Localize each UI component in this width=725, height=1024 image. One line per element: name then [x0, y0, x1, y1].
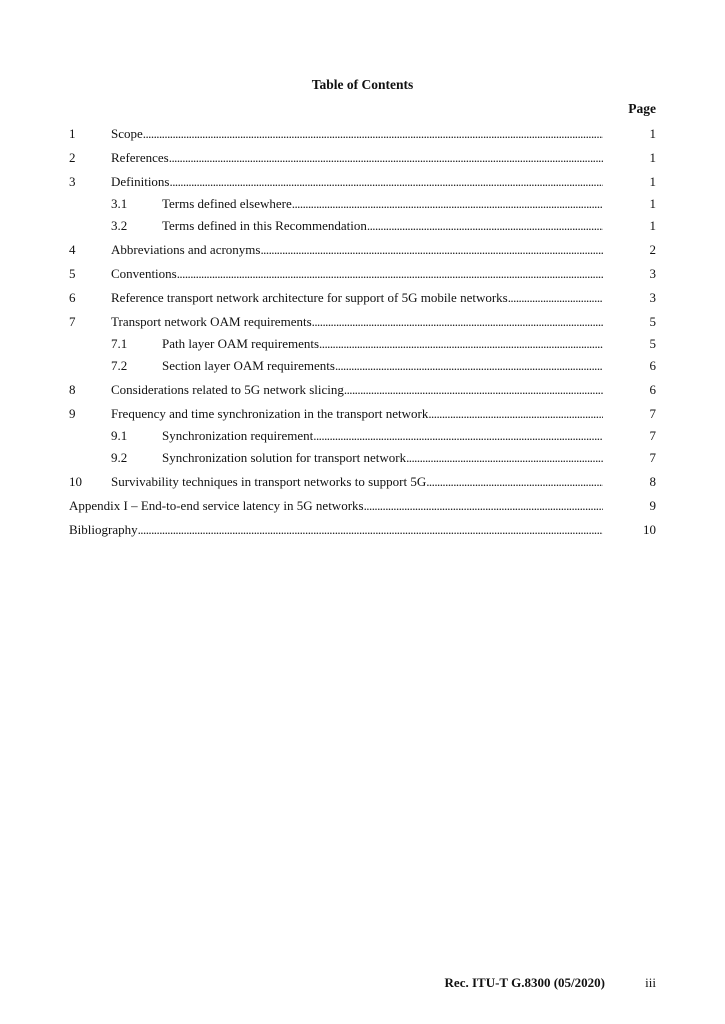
toc-entry-title[interactable]: Frequency and time synchronization in the transport network — [111, 406, 429, 421]
toc-entry-9-1-sync-requirement[interactable] — [0, 428, 725, 446]
toc-entry-number: 3.2 — [111, 218, 128, 233]
toc-entry-title[interactable]: Synchronization solution for transport network — [162, 450, 407, 465]
toc-entry-title[interactable]: References — [111, 150, 169, 165]
toc-entry-title[interactable]: Path layer OAM requirements — [162, 336, 320, 351]
toc-entry-title[interactable]: Definitions — [111, 174, 170, 189]
toc-entry-page: 5 — [649, 336, 656, 351]
toc-entry-page: 1 — [649, 196, 656, 211]
toc-entry-title[interactable]: Abbreviations and acronyms — [111, 242, 261, 257]
toc-entry-title[interactable]: Reference transport network architecture for support of 5G mobile networks — [111, 290, 508, 305]
toc-entry-number: 9.2 — [111, 450, 128, 465]
toc-entry-10-survivability[interactable] — [0, 474, 725, 492]
toc-entry-3-1-terms-elsewhere[interactable] — [0, 196, 725, 214]
toc-entry-page: 1 — [649, 126, 656, 141]
toc-entry-appendix-i[interactable] — [0, 498, 725, 516]
toc-entry-7-1-path-layer[interactable] — [0, 336, 725, 354]
footer-reference: Rec. ITU-T G.8300 (05/2020) — [444, 975, 605, 990]
toc-entry-7-2-section-layer[interactable] — [0, 358, 725, 376]
toc-entry-title[interactable]: Conventions — [111, 266, 177, 281]
toc-entry-number: 3 — [69, 174, 76, 189]
toc-entry-number: 7 — [69, 314, 76, 329]
toc-entry-title[interactable]: Survivability techniques in transport networks to support 5G — [111, 474, 427, 489]
toc-entry-1-scope[interactable] — [0, 126, 725, 144]
toc-entry-5-conventions[interactable] — [0, 266, 725, 284]
toc-entry-2-references[interactable] — [0, 150, 725, 168]
toc-entry-3-2-terms-recommendation[interactable] — [0, 218, 725, 236]
toc-entry-number: 7.2 — [111, 358, 128, 373]
toc-entry-page: 8 — [649, 474, 656, 489]
toc-entry-title[interactable]: Scope — [111, 126, 143, 141]
footer-page-number: iii — [645, 975, 656, 990]
toc-entry-page: 9 — [649, 498, 656, 513]
toc-entry-page: 2 — [649, 242, 656, 257]
toc-entry-number: 5 — [69, 266, 76, 281]
toc-entry-number: 7.1 — [111, 336, 128, 351]
toc-entry-page: 5 — [649, 314, 656, 329]
toc-entry-page: 7 — [649, 428, 656, 443]
toc-entry-page: 10 — [643, 522, 656, 537]
toc-entry-3-definitions[interactable] — [0, 174, 725, 192]
toc-entry-number: 6 — [69, 290, 76, 305]
toc-entry-number: 9 — [69, 406, 76, 421]
toc-entry-number: 10 — [69, 474, 82, 489]
toc-entry-8-network-slicing[interactable] — [0, 382, 725, 400]
toc-entry-title[interactable]: Terms defined elsewhere — [162, 196, 292, 211]
toc-entry-title[interactable]: Section layer OAM requirements — [162, 358, 335, 373]
toc-entry-9-synchronization[interactable] — [0, 406, 725, 424]
toc-entry-number: 9.1 — [111, 428, 128, 443]
toc-entry-page: 7 — [649, 450, 656, 465]
toc-entry-page: 1 — [649, 150, 656, 165]
toc-entry-number: 3.1 — [111, 196, 128, 211]
toc-entry-number: 1 — [69, 126, 76, 141]
toc-entry-page: 1 — [649, 174, 656, 189]
toc-entry-4-abbreviations[interactable] — [0, 242, 725, 260]
toc-entry-page: 6 — [649, 382, 656, 397]
toc-entry-title[interactable]: Synchronization requirement — [162, 428, 314, 443]
toc-entry-number: 2 — [69, 150, 76, 165]
toc-entry-title[interactable]: Terms defined in this Recommendation — [162, 218, 367, 233]
toc-entry-page: 3 — [649, 290, 656, 305]
toc-entry-page: 6 — [649, 358, 656, 373]
page-footer — [0, 975, 725, 993]
toc-entry-7-oam-requirements[interactable] — [0, 314, 725, 332]
toc-entry-title[interactable]: Considerations related to 5G network slicing — [111, 382, 344, 397]
toc-entry-number: 8 — [69, 382, 76, 397]
toc-entry-title[interactable]: Bibliography — [69, 522, 138, 537]
toc-entry-bibliography[interactable] — [0, 522, 725, 540]
toc-entry-title[interactable]: Transport network OAM requirements — [111, 314, 312, 329]
toc-entry-page: 7 — [649, 406, 656, 421]
toc-entry-page: 1 — [649, 218, 656, 233]
toc-title: Table of Contents — [311, 77, 414, 92]
toc-entry-page: 3 — [649, 266, 656, 281]
toc-entry-6-reference-architecture[interactable] — [0, 290, 725, 308]
page-column-header: Page — [628, 101, 656, 116]
toc-entry-9-2-sync-solution[interactable] — [0, 450, 725, 468]
toc-entry-title[interactable]: Appendix I – End-to-end service latency in 5G networks — [69, 498, 364, 513]
toc-entry-number: 4 — [69, 242, 76, 257]
